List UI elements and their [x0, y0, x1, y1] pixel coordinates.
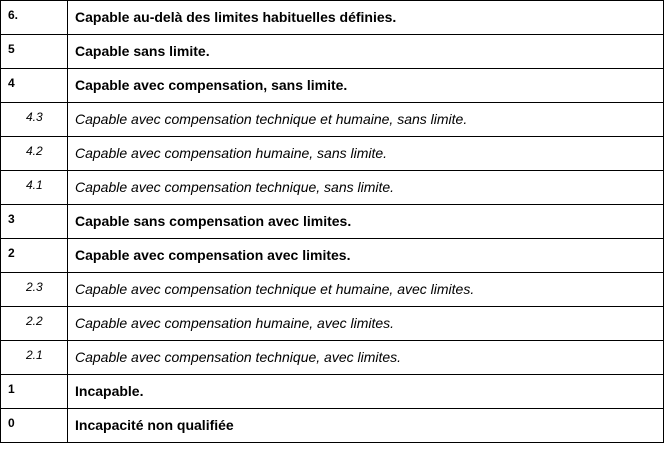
table-row: [1, 375, 664, 409]
table-row: [1, 205, 664, 239]
row-label: Capable avec compensation humaine, avec limites.: [68, 307, 664, 341]
table-row: [1, 137, 664, 171]
row-code: 4: [1, 69, 68, 103]
row-code: 0: [1, 409, 68, 443]
table-row: [1, 103, 664, 137]
table-body: [1, 1, 664, 443]
table-row: [1, 171, 664, 205]
row-label: Incapacité non qualifiée: [68, 409, 664, 443]
row-code: 6.: [1, 1, 68, 35]
row-code: 2.1: [1, 341, 68, 375]
row-label: Capable sans compensation avec limites.: [68, 205, 664, 239]
row-label: Capable avec compensation humaine, sans limite.: [68, 137, 664, 171]
row-code: 2.2: [1, 307, 68, 341]
row-code: 3: [1, 205, 68, 239]
row-label: Incapable.: [68, 375, 664, 409]
row-code: 4.1: [1, 171, 68, 205]
row-code: 1: [1, 375, 68, 409]
table-row: [1, 273, 664, 307]
table-row: [1, 341, 664, 375]
row-code: 4.3: [1, 103, 68, 137]
table-row: [1, 307, 664, 341]
row-label: Capable avec compensation technique, avec limites.: [68, 341, 664, 375]
table-row: [1, 239, 664, 273]
table-row: [1, 409, 664, 443]
table-row: [1, 1, 664, 35]
row-label: Capable sans limite.: [68, 35, 664, 69]
row-code: 4.2: [1, 137, 68, 171]
table-row: [1, 35, 664, 69]
row-code: 5: [1, 35, 68, 69]
row-label: Capable avec compensation avec limites.: [68, 239, 664, 273]
row-code: 2.3: [1, 273, 68, 307]
row-label: Capable avec compensation technique et humaine, avec limites.: [68, 273, 664, 307]
row-label: Capable avec compensation technique, sans limite.: [68, 171, 664, 205]
table-row: [1, 69, 664, 103]
row-label: Capable au-delà des limites habituelles définies.: [68, 1, 664, 35]
row-label: Capable avec compensation technique et humaine, sans limite.: [68, 103, 664, 137]
row-label: Capable avec compensation, sans limite.: [68, 69, 664, 103]
row-code: 2: [1, 239, 68, 273]
